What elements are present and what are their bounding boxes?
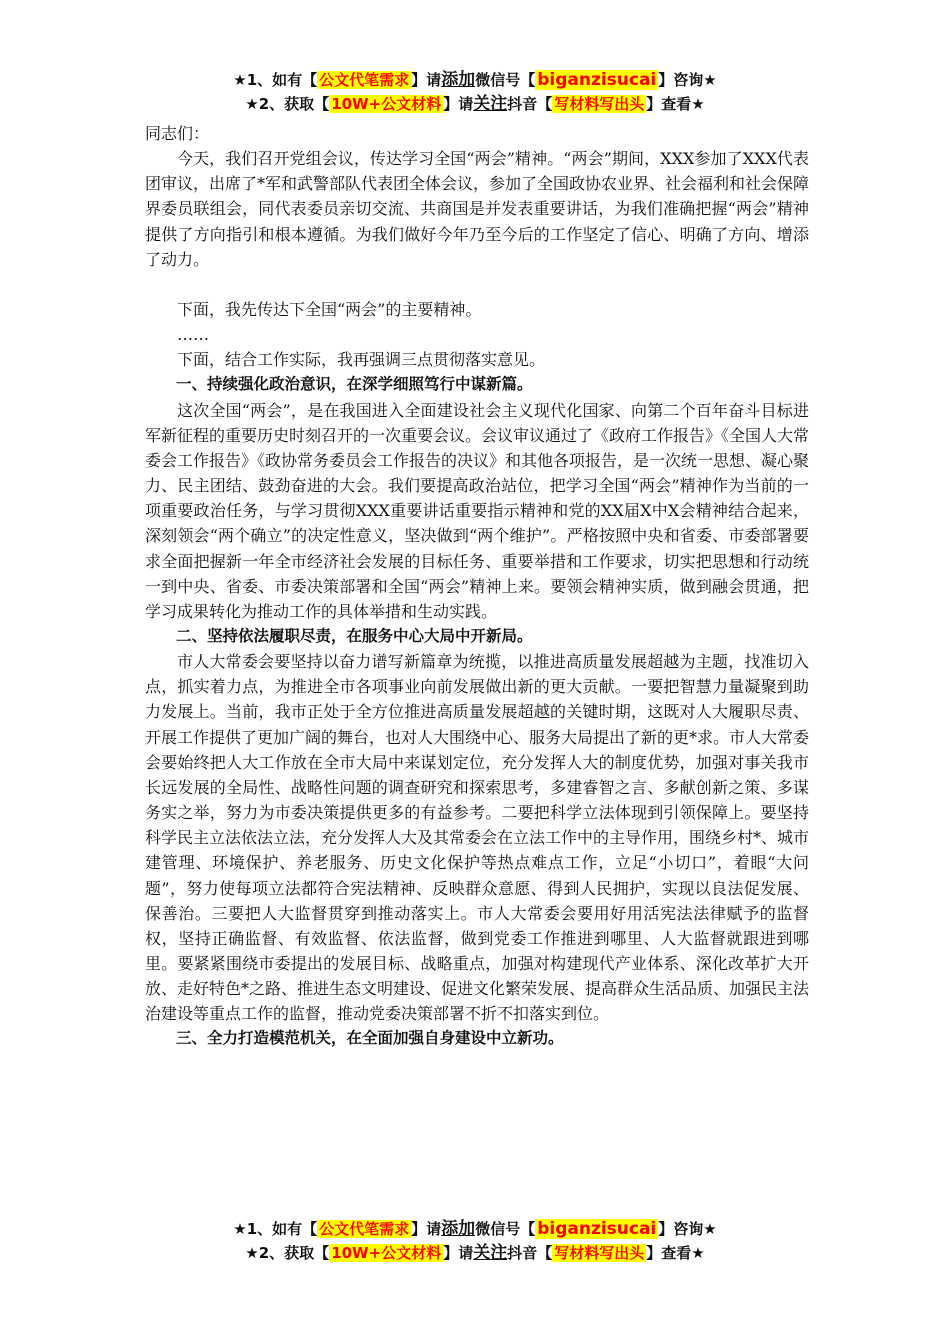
paragraph: 下面，我先传达下全国“两会”的主要精神。 [177, 299, 482, 319]
ad-wechat-id: biganzisucai [537, 1219, 657, 1239]
ad-highlight: 公文代笔需求 [319, 1220, 410, 1238]
ad-emphasis: 添加 [441, 1219, 476, 1239]
ad-emphasis: 添加 [441, 70, 476, 90]
ad-text: 】查看★ [646, 95, 705, 113]
ad-emphasis: 关注 [473, 1243, 508, 1263]
ad-banner-top [0, 68, 950, 116]
section-heading-1: 一、持续强化政治意识，在深学细照笃行中谋新篇。 [176, 375, 533, 394]
blank-line [145, 272, 809, 297]
ad-text: ★2、获取【 [245, 95, 330, 113]
paragraph: 今天，我们召开党组会议，传达学习全国“两会”精神。“两会”期间，XXX参加了XXX代表团审议，出席了*军和武警部队代表团全体会议，参加了全国政协农业界、社会福利和社会保障界委员联组会，同代表委员亲切交流、共商国是并发表重要讲话，为我们准确把握“两会”精神提供了方向指引和根本遵循。为我们做好今年乃至今后的工作坚定了信心、明确了方向、增添了动力。 [145, 149, 810, 269]
ad-line-2 [0, 92, 950, 116]
paragraph: 下面，结合工作实际，我再强调三点贯彻落实意见。 [177, 350, 546, 370]
ellipsis: …… [177, 325, 209, 345]
ad-text: 】咨询★ [658, 71, 717, 89]
salutation: 同志们： [145, 124, 210, 143]
ad-line-1 [0, 1217, 950, 1241]
section-heading-3: 三、全力打造模范机关，在全面加强自身建设中立新功。 [176, 1029, 564, 1048]
ad-highlight: 公文代笔需求 [319, 71, 410, 89]
paragraph: 这次全国“两会”，是在我国进入全面建设社会主义现代化国家、向第二个百年奋斗目标进军新征程的重要历史时刻召开的一次重要会议。会议审议通过了《政府工作报告》《全国人大常委会工作报告》《政协常务委员会工作报告的决议》和其他各项报告，是一次统一思想、凝心聚力、民主团结、鼓劲奋进的大会。我们要提高政治站位，把学习全国“两会”精神作为当前的一项重要政治任务，与学习贯彻XXX重要讲话重要指示精神和党的XX届X中X会精神结合起来，深刻领会“两个确立”的决定性意义，坚决做到“两个维护”。严格按照中央和省委、市委部署要求全面把握新一年全市经济社会发展的目标任务、重要举措和工作要求，切实把思想和行动统一到中央、省委、市委决策部署和全国“两会”精神上来。要领会精神实质，做到融会贯通，把学习成果转化为推动工作的具体举措和生动实践。 [145, 400, 810, 621]
ad-line-2 [0, 1241, 950, 1265]
ad-text: ★1、如有【 [233, 71, 318, 89]
ad-text: 】请 [443, 1244, 474, 1262]
ad-text: ★2、获取【 [245, 1244, 330, 1262]
ad-douyin-name: 写材料写出头 [554, 95, 645, 113]
ad-text: ★1、如有【 [233, 1220, 318, 1238]
ad-line-1 [0, 68, 950, 92]
ad-text: 】查看★ [646, 1244, 705, 1262]
ad-text: 抖音【 [507, 1244, 553, 1262]
ad-emphasis: 关注 [473, 94, 508, 114]
paragraph: 市人大常委会要坚持以奋力谱写新篇章为统揽，以推进高质量发展超越为主题，找准切入点，抓实着力点，为推进全市各项事业向前发展做出新的更大贡献。一要把智慧力量凝聚到助力发展上。当前，我市正处于全方位推进高质量发展超越的关键时期，这既对人大履职尽责、开展工作提供了更加广阔的舞台，也对人大围绕中心、服务大局提出了新的更*求。市人大常委会要始终把人大工作放在全市大局中来谋划定位，充分发挥人大的制度优势，加强对事关我市长远发展的全局性、战略性问题的调查研究和探索思考，多建睿智之言、多献创新之策、多谋务实之举，努力为市委决策提供更多的有益参考。二要把科学立法体现到引领保障上。要坚持科学民主立法依法立法，充分发挥人大及其常委会在立法工作中的主导作用，围绕乡村*、城市建管理、环境保护、养老服务、历史文化保护等热点难点工作，立足“小切口”，着眼“大问题”，努力使每项立法都符合宪法精神、反映群众意愿、得到人民拥护，实现以良法促发展、保善治。三要把人大监督贯穿到推动落实上。市人大常委会要用好用活宪法法律赋予的监督权，坚持正确监督、有效监督、依法监督，做到党委工作推进到哪里、人大监督就跟进到哪里。要紧紧围绕市委提出的发展目标、战略重点，加强对构建现代产业体系、深化改革扩大开放、走好特色*之路、推进生态文明建设、促进文化繁荣发展、提高群众生活品质、加强民主法治建设等重点工作的监督，推动党委决策部署不折不扣落实到位。 [145, 652, 810, 1024]
ad-text: 】请 [411, 1220, 442, 1238]
ad-highlight: 10W+公文材料 [331, 1244, 442, 1262]
ad-douyin-name: 写材料写出头 [554, 1244, 645, 1262]
ad-text: 抖音【 [507, 95, 553, 113]
ad-highlight: 10W+公文材料 [331, 95, 442, 113]
ad-text: 微信号【 [475, 71, 536, 89]
ad-text: 】咨询★ [658, 1220, 717, 1238]
ad-banner-bottom [0, 1217, 950, 1265]
section-heading-2: 二、坚持依法履职尽责，在服务中心大局中开新局。 [176, 626, 533, 645]
speech-body [145, 121, 809, 1052]
ad-wechat-id: biganzisucai [537, 70, 657, 90]
ad-text: 】请 [411, 71, 442, 89]
ad-text: 】请 [443, 95, 474, 113]
ad-text: 微信号【 [475, 1220, 536, 1238]
